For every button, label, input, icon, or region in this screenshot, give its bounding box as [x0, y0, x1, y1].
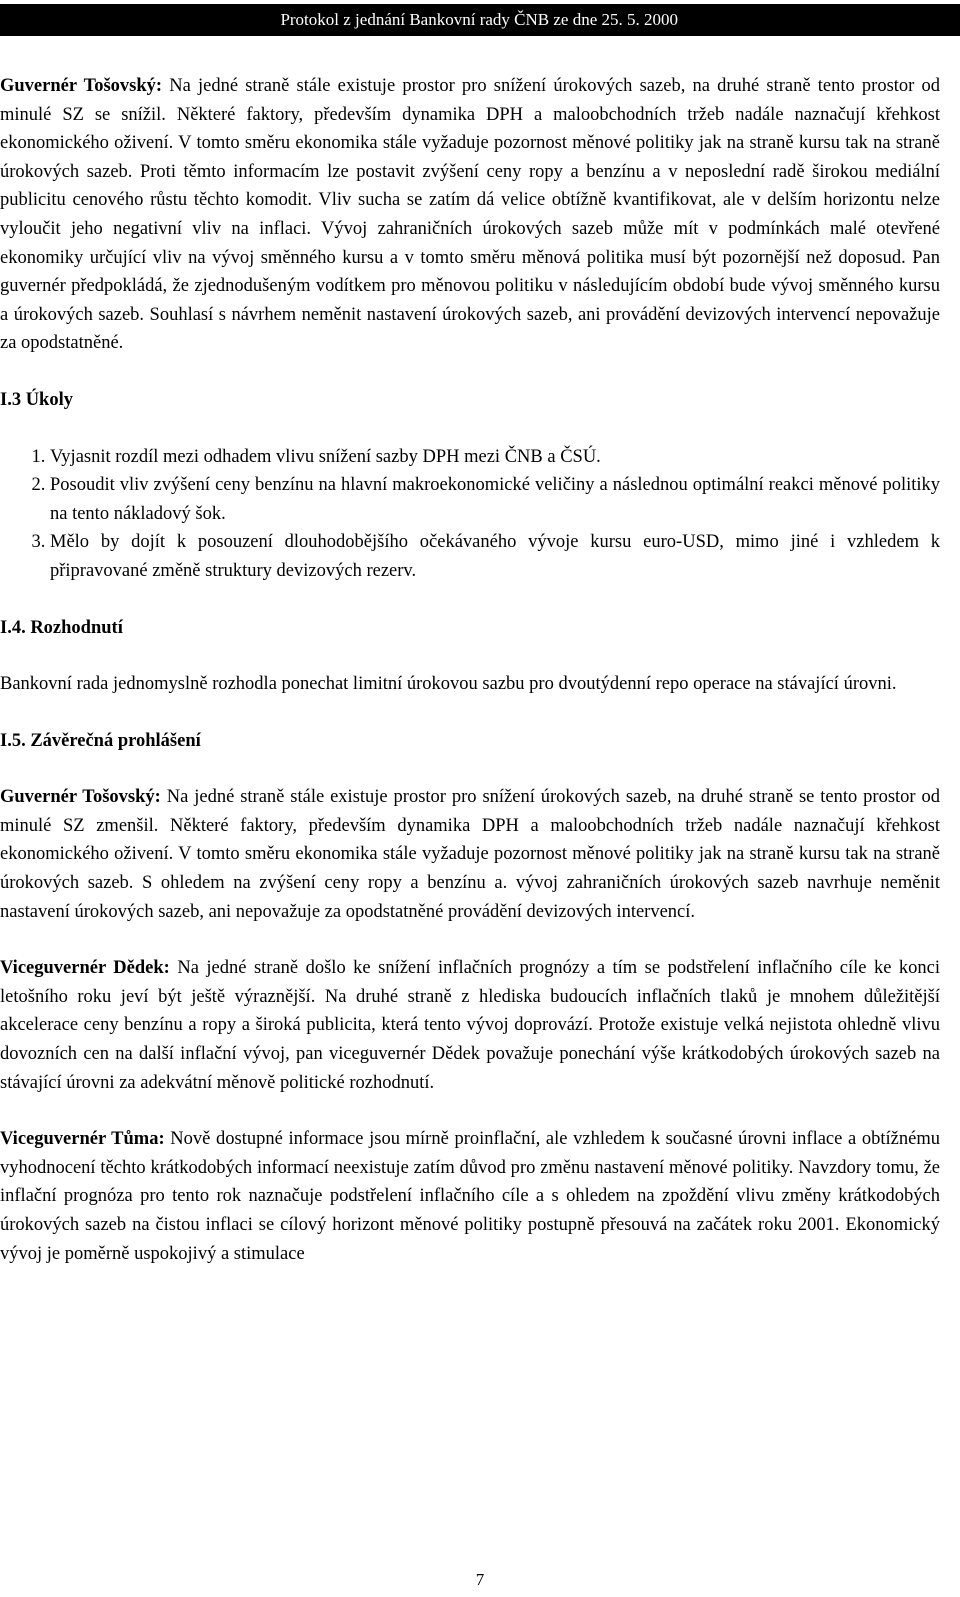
page-footer — [0, 1568, 960, 1592]
paragraph-decision: Bankovní rada jednomyslně rozhodla ponechat limitní úrokovou sazbu pro dvoutýdenní repo operace na stávající úrovni. — [0, 674, 897, 695]
page-header — [0, 4, 960, 36]
header-title: Protokol z jednání Bankovní rady ČNB ze dne 25. 5. 2000 — [280, 10, 678, 29]
list-item: 2. Posoudit vliv zvýšení ceny benzínu na hlavní makroekonomické veličiny a následnou optimální reakci měnové politiky na tento nákladový šok. — [50, 471, 940, 528]
speaker-name: Viceguvernér Tůma: — [0, 1129, 165, 1150]
document-body — [0, 72, 940, 1296]
speaker-name: Viceguvernér Dědek: — [0, 958, 170, 979]
list-item: 3. Mělo by dojít k posouzení dlouhodobějšího očekávaného vývoje kursu euro-USD, mimo jiné i vzhledem k připravované změně struktury devizových rezerv. — [50, 528, 940, 585]
statement-text: Nově dostupné informace jsou mírně proinflační, ale vzhledem k současné úrovni inflace a obtížnému vyhodnocení těchto krátkodobých informací neexistuje zatím důvod pro změnu nastavení měnové politiky. Navzdory tomu, že inflační prognóza pro tento rok naznačuje podstřelení inflačního cíle a s ohledem na zpoždění vlivu změny krátkodobých úrokových sazeb na čistou inflaci se cílový horizont měnové politiky postupně přesouvá na začátek roku 2001. Ekonomický vývoj je poměrně uspokojivý a stimulace — [0, 1129, 940, 1264]
section-heading-decision: I.4. Rozhodnutí — [0, 617, 123, 638]
speaker-name: Guvernér Tošovský: — [0, 76, 163, 96]
section-heading-tasks: I.3 Úkoly — [0, 389, 73, 410]
list-item: 1. Vyjasnit rozdíl mezi odhadem vlivu snížení sazby DPH mezi ČNB a ČSÚ. — [50, 443, 940, 472]
statement-paragraph — [0, 1125, 940, 1268]
paragraph-text: Na jedné straně stále existuje prostor pro snížení úrokových sazeb, na druhé straně tento prostor od minulé SZ se snížil. Některé faktory, především dynamika DPH a maloobchodních tržeb nadále naznačují křehkost ekonomického oživení. V tomto směru ekonomika stále vyžaduje pozornost měnové politiky jak na straně kursu tak na straně úrokových sazeb. Proti těmto informacím lze postavit zvýšení ceny ropy a benzínu a v neposlední radě širokou mediální publicitu cenového růstu těchto komodit. Vliv sucha se zatím dá velice obtížně kvantifikovat, ale v delším horizontu nelze vyloučit jeho negativní vliv na inflaci. Vývoj zahraničních úrokových sazeb může mít v podmínkách malé otevřené ekonomiky určující vliv na vývoj směnného kursu a v tomto směru měnová politika musí být pozornější než doposud. Pan guvernér předpokládá, že zjednodušeným vodítkem pro měnovou politiku v následujícím období bude vývoj směnného kursu a úrokových sazeb. Souhlasí s návrhem neměnit nastavení úrokových sazeb, ani provádění devizových intervencí nepovažuje za opodstatněné. — [0, 76, 940, 354]
paragraph-governor — [0, 72, 940, 358]
section-heading-final: I.5. Závěrečná prohlášení — [0, 730, 201, 751]
speaker-name: Guvernér Tošovský: — [0, 787, 161, 808]
statement-paragraph — [0, 783, 940, 926]
statement-text: Na jedné straně došlo ke snížení inflačních prognózy a tím se podstřelení inflačního cíle ke konci letošního roku jeví být ještě výraznější. Na druhé straně z hlediska budoucích inflačních tlaků je mnohem důležitější akcelerace ceny benzínu a ropy a široká publicita, která tento vývoj doprovází. Protože existuje velká nejistota ohledně vlivu dovozních cen na další inflační vývoj, pan viceguvernér Dědek považuje ponechání výše krátkodobých úrokových sazeb na stávající úrovni za adekvátní měnově politické rozhodnutí. — [0, 958, 940, 1093]
page-number: 7 — [475, 1570, 485, 1589]
tasks-list — [0, 443, 940, 586]
statement-paragraph — [0, 954, 940, 1097]
statement-text: Na jedné straně stále existuje prostor pro snížení úrokových sazeb, na druhé straně se tento prostor od minulé SZ zmenšil. Některé faktory, především dynamika DPH a maloobchodních tržeb nadále naznačují křehkost ekonomického oživení. V tomto směru ekonomika stále vyžaduje pozornost měnové politiky jak na straně kursu tak na straně úrokových sazeb. S ohledem na zvýšení ceny ropy a benzínu a. vývoj zahraničních úrokových sazeb navrhuje neměnit nastavení úrokových sazeb, ani nepovažuje za opodstatněné provádění devizových intervencí. — [0, 787, 941, 922]
